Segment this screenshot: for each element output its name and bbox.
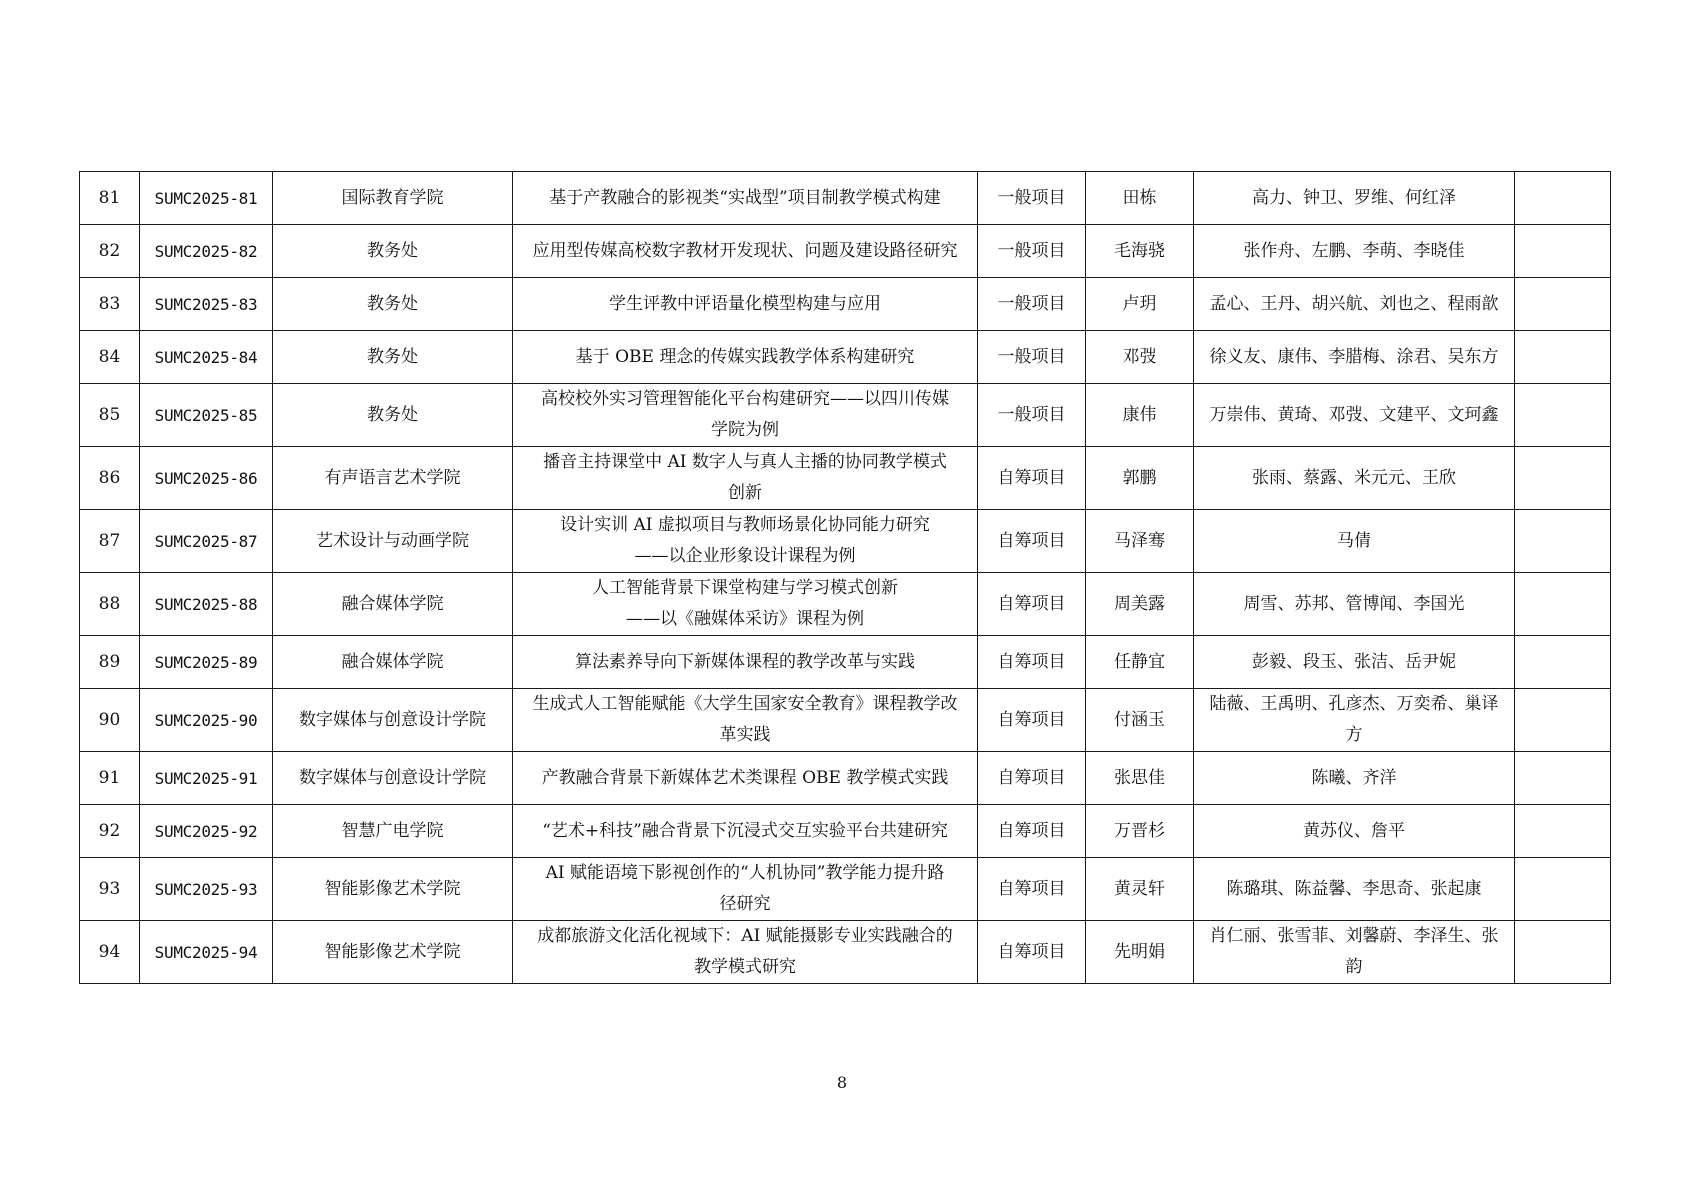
project-code-cell: SUMC2025-93 [140, 858, 273, 921]
team-members-cell [1194, 752, 1515, 805]
project-title-line: 生成式人工智能赋能《大学生国家安全教育》课程教学改 [532, 694, 958, 714]
project-category-cell: 一般项目 [978, 331, 1086, 384]
project-title-cell [513, 447, 978, 510]
project-category-cell: 自筹项目 [978, 921, 1086, 984]
project-code-cell: SUMC2025-84 [140, 331, 273, 384]
project-title-cell [513, 278, 978, 331]
project-title-cell [513, 225, 978, 278]
project-category-cell: 自筹项目 [978, 805, 1086, 858]
college-cell: 智能影像艺术学院 [273, 858, 513, 921]
project-code-cell: SUMC2025-91 [140, 752, 273, 805]
serial-number-cell: 90 [80, 689, 140, 752]
note-cell [1515, 921, 1611, 984]
project-leader-cell: 邓弢 [1086, 331, 1194, 384]
table-row [80, 573, 1611, 636]
table-row [80, 331, 1611, 384]
project-title-line: 算法素养导向下新媒体课程的教学改革与实践 [575, 651, 915, 672]
team-members-line: 陈璐琪、陈益馨、李思奇、张起康 [1226, 878, 1482, 899]
project-title-line: 人工智能背景下课堂构建与学习模式创新 [592, 578, 898, 598]
project-category-cell: 自筹项目 [978, 510, 1086, 573]
table-row [80, 225, 1611, 278]
note-cell [1515, 510, 1611, 573]
college-cell: 智慧广电学院 [273, 805, 513, 858]
team-members-cell [1194, 384, 1515, 447]
project-category-cell: 自筹项目 [978, 689, 1086, 752]
team-members-cell [1194, 172, 1515, 225]
college-cell: 智能影像艺术学院 [273, 921, 513, 984]
serial-number-cell: 92 [80, 805, 140, 858]
table-row [80, 921, 1611, 984]
project-category-cell: 一般项目 [978, 172, 1086, 225]
team-members-cell [1194, 225, 1515, 278]
project-code-cell: SUMC2025-83 [140, 278, 273, 331]
project-title-line: 革实践 [719, 725, 771, 745]
project-list-table [79, 171, 1611, 984]
note-cell [1515, 805, 1611, 858]
team-members-cell [1194, 689, 1515, 752]
project-title-line: 径研究 [719, 894, 771, 914]
college-cell: 数字媒体与创意设计学院 [273, 689, 513, 752]
college-cell: 有声语言艺术学院 [273, 447, 513, 510]
project-leader-cell: 郭鹏 [1086, 447, 1194, 510]
college-cell: 教务处 [273, 331, 513, 384]
project-leader-cell: 万晋杉 [1086, 805, 1194, 858]
table-row [80, 447, 1611, 510]
project-title-line: 基于产教融合的影视类“实战型”项目制教学模式构建 [549, 187, 941, 208]
serial-number-cell: 83 [80, 278, 140, 331]
project-title-line: 基于 OBE 理念的传媒实践教学体系构建研究 [575, 346, 915, 367]
project-code-cell: SUMC2025-90 [140, 689, 273, 752]
project-leader-cell: 康伟 [1086, 384, 1194, 447]
serial-number-cell: 85 [80, 384, 140, 447]
project-title-cell [513, 921, 978, 984]
project-leader-cell: 任静宜 [1086, 636, 1194, 689]
note-cell [1515, 447, 1611, 510]
project-title-line: 成都旅游文化活化视域下：AI 赋能摄影专业实践融合的 [537, 926, 953, 946]
project-leader-cell: 毛海骁 [1086, 225, 1194, 278]
project-code-cell: SUMC2025-87 [140, 510, 273, 573]
note-cell [1515, 689, 1611, 752]
project-leader-cell: 黄灵轩 [1086, 858, 1194, 921]
note-cell [1515, 331, 1611, 384]
project-code-cell: SUMC2025-82 [140, 225, 273, 278]
project-category-cell: 自筹项目 [978, 636, 1086, 689]
table-row [80, 172, 1611, 225]
table-row [80, 510, 1611, 573]
project-title-line: “艺术+科技”融合背景下沉浸式交互实验平台共建研究 [542, 820, 948, 841]
serial-number-cell: 94 [80, 921, 140, 984]
college-cell: 国际教育学院 [273, 172, 513, 225]
note-cell [1515, 636, 1611, 689]
project-code-cell: SUMC2025-85 [140, 384, 273, 447]
project-title-line: 学院为例 [711, 420, 779, 440]
project-code-cell: SUMC2025-94 [140, 921, 273, 984]
table-row [80, 858, 1611, 921]
project-title-line: 应用型传媒高校数字教材开发现状、问题及建设路径研究 [532, 240, 958, 261]
serial-number-cell: 81 [80, 172, 140, 225]
table-row [80, 752, 1611, 805]
project-title-cell [513, 331, 978, 384]
project-code-cell: SUMC2025-81 [140, 172, 273, 225]
serial-number-cell: 88 [80, 573, 140, 636]
team-members-cell [1194, 278, 1515, 331]
project-title-cell [513, 752, 978, 805]
project-code-cell: SUMC2025-88 [140, 573, 273, 636]
team-members-cell [1194, 447, 1515, 510]
team-members-line: 徐义友、康伟、李腊梅、涂君、吴东方 [1209, 346, 1499, 367]
project-title-cell [513, 858, 978, 921]
serial-number-cell: 87 [80, 510, 140, 573]
project-category-cell: 自筹项目 [978, 447, 1086, 510]
note-cell [1515, 573, 1611, 636]
project-title-line: AI 赋能语境下影视创作的“人机协同”教学能力提升路 [545, 863, 945, 883]
serial-number-cell: 91 [80, 752, 140, 805]
table-row [80, 636, 1611, 689]
project-title-line: 学生评教中评语量化模型构建与应用 [609, 293, 881, 314]
project-leader-cell: 周美露 [1086, 573, 1194, 636]
project-leader-cell: 卢玥 [1086, 278, 1194, 331]
project-title-cell [513, 573, 978, 636]
project-leader-cell: 先明娟 [1086, 921, 1194, 984]
project-title-cell [513, 510, 978, 573]
team-members-cell [1194, 636, 1515, 689]
table-row [80, 278, 1611, 331]
project-category-cell: 一般项目 [978, 384, 1086, 447]
team-members-line: 周雪、苏邦、管博闻、李国光 [1243, 593, 1465, 614]
project-leader-cell: 付涵玉 [1086, 689, 1194, 752]
project-title-line: 教学模式研究 [694, 957, 796, 977]
college-cell: 艺术设计与动画学院 [273, 510, 513, 573]
project-category-cell: 一般项目 [978, 225, 1086, 278]
project-title-line: 高校校外实习管理智能化平台构建研究——以四川传媒 [541, 389, 949, 409]
team-members-line: 陆薇、王禹明、孔彦杰、万奕希、巢译 [1209, 694, 1499, 714]
team-members-line: 韵 [1345, 957, 1363, 977]
project-title-cell [513, 689, 978, 752]
team-members-line: 彭毅、段玉、张洁、岳尹妮 [1252, 651, 1456, 672]
serial-number-cell: 89 [80, 636, 140, 689]
team-members-line: 马倩 [1337, 530, 1371, 551]
serial-number-cell: 93 [80, 858, 140, 921]
table-row [80, 689, 1611, 752]
project-leader-cell: 马泽骞 [1086, 510, 1194, 573]
project-title-line: 设计实训 AI 虚拟项目与教师场景化协同能力研究 [560, 515, 930, 535]
team-members-line: 高力、钟卫、罗维、何红泽 [1252, 187, 1456, 208]
team-members-cell [1194, 858, 1515, 921]
team-members-cell [1194, 805, 1515, 858]
project-title-cell [513, 805, 978, 858]
project-category-cell: 自筹项目 [978, 752, 1086, 805]
team-members-cell [1194, 573, 1515, 636]
table-row [80, 805, 1611, 858]
college-cell: 教务处 [273, 384, 513, 447]
team-members-line: 黄苏仪、詹平 [1303, 820, 1405, 841]
team-members-line: 张雨、蔡露、米元元、王欣 [1252, 467, 1456, 488]
serial-number-cell: 82 [80, 225, 140, 278]
project-title-line: 产教融合背景下新媒体艺术类课程 OBE 教学模式实践 [541, 767, 949, 788]
project-code-cell: SUMC2025-86 [140, 447, 273, 510]
project-category-cell: 一般项目 [978, 278, 1086, 331]
project-title-cell [513, 384, 978, 447]
project-leader-cell: 张思佳 [1086, 752, 1194, 805]
project-title-line: ——以《融媒体采访》课程为例 [626, 609, 864, 629]
team-members-cell [1194, 510, 1515, 573]
college-cell: 教务处 [273, 278, 513, 331]
project-title-line: ——以企业形象设计课程为例 [634, 546, 856, 566]
note-cell [1515, 172, 1611, 225]
note-cell [1515, 384, 1611, 447]
note-cell [1515, 225, 1611, 278]
college-cell: 融合媒体学院 [273, 636, 513, 689]
note-cell [1515, 278, 1611, 331]
team-members-line: 万崇伟、黄琦、邓弢、文建平、文珂鑫 [1209, 404, 1499, 425]
note-cell [1515, 858, 1611, 921]
team-members-line: 方 [1345, 725, 1363, 745]
project-list-table-container [79, 171, 1610, 984]
serial-number-cell: 84 [80, 331, 140, 384]
project-code-cell: SUMC2025-89 [140, 636, 273, 689]
project-leader-cell: 田栋 [1086, 172, 1194, 225]
note-cell [1515, 752, 1611, 805]
project-category-cell: 自筹项目 [978, 573, 1086, 636]
project-title-line: 播音主持课堂中 AI 数字人与真人主播的协同教学模式 [543, 452, 947, 472]
serial-number-cell: 86 [80, 447, 140, 510]
page-number: 8 [836, 1073, 848, 1092]
project-category-cell: 自筹项目 [978, 858, 1086, 921]
table-row [80, 384, 1611, 447]
project-code-cell: SUMC2025-92 [140, 805, 273, 858]
project-title-cell [513, 172, 978, 225]
project-title-line: 创新 [728, 483, 762, 503]
college-cell: 教务处 [273, 225, 513, 278]
college-cell: 融合媒体学院 [273, 573, 513, 636]
team-members-line: 张作舟、左鹏、李萌、李晓佳 [1243, 240, 1465, 261]
team-members-cell [1194, 331, 1515, 384]
project-title-cell [513, 636, 978, 689]
team-members-line: 陈曦、齐洋 [1311, 767, 1397, 788]
team-members-cell [1194, 921, 1515, 984]
team-members-line: 孟心、王丹、胡兴航、刘也之、程雨歆 [1209, 293, 1499, 314]
team-members-line: 肖仁丽、张雪菲、刘馨蔚、李泽生、张 [1209, 926, 1499, 946]
college-cell: 数字媒体与创意设计学院 [273, 752, 513, 805]
table-body [80, 172, 1611, 984]
